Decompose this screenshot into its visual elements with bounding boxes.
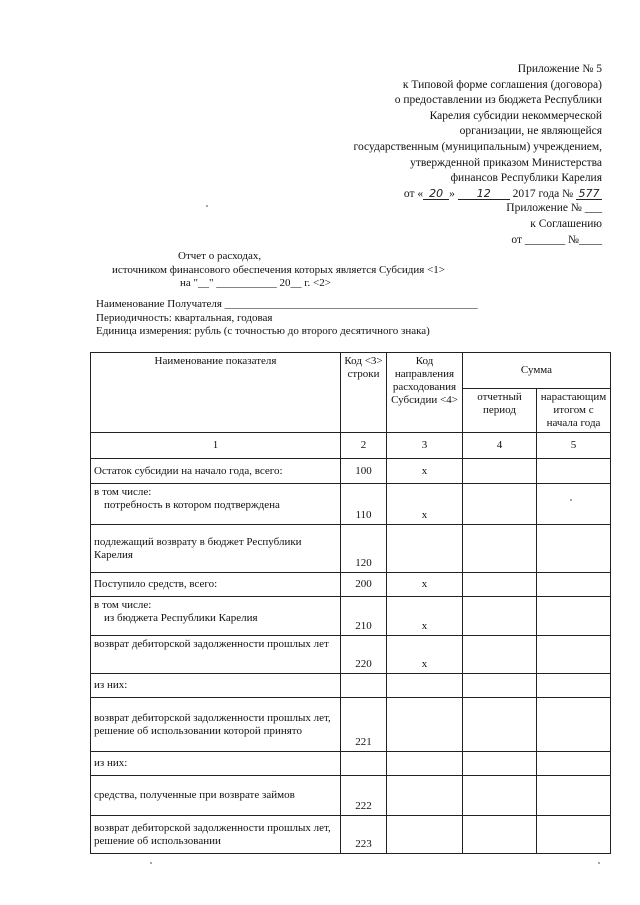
row-direction: x [387,459,463,484]
row-cumulative-value [537,674,611,698]
table-header-row [91,353,611,389]
row-cumulative-value [537,525,611,573]
row-cumulative-value [537,597,611,636]
order-number: 577 [576,188,602,200]
row-reporting-value [463,484,537,525]
header-cumulative: нарастающим итогом с начала года [537,389,611,433]
table-row [91,776,611,816]
header-sum: Сумма [463,353,611,389]
recipient-line: Наименование Получателя ______________________________________________ [96,298,478,310]
annex-header-line: о предоставлении из бюджета Республики [394,94,602,107]
date-year: 2017 года № [512,187,574,200]
row-subname: из бюджета Республики Карелия [104,612,258,624]
table-row [91,484,611,525]
row-code: 110 [341,484,387,525]
header-name: Наименование показателя [91,353,341,433]
table-row [91,698,611,752]
row-code [341,674,387,698]
row-name-cell [91,484,341,525]
title-line1: Отчет о расходах, [178,250,262,262]
date-day: 20 [423,188,449,200]
row-direction [387,525,463,573]
row-reporting-value [463,525,537,573]
row-direction: x [387,484,463,525]
row-code: 200 [341,573,387,597]
row-reporting-value [463,752,537,776]
col-number: 3 [387,433,463,459]
row-reporting-value [463,573,537,597]
row-cumulative-value [537,484,611,525]
row-direction: x [387,573,463,597]
col-number: 4 [463,433,537,459]
annex-form-line3: от _______ №____ [511,234,602,246]
row-reporting-value [463,459,537,484]
date-month: 12 [458,188,510,200]
scan-speck [150,862,152,864]
periodicity-line: Периодичность: квартальная, годовая [96,311,273,324]
row-name-cell [91,597,341,636]
table-row [91,525,611,573]
date-prefix: от « [403,187,424,200]
row-cumulative-value [537,698,611,752]
row-direction [387,816,463,854]
table-row [91,459,611,484]
row-name: в том числе: [94,599,152,611]
annex-header-line: к Типовой форме соглашения (договора) [402,78,602,91]
col-number: 5 [537,433,611,459]
row-code: 222 [341,776,387,816]
report-meta [96,298,616,339]
row-cumulative-value [537,816,611,854]
row-cumulative-value [537,752,611,776]
row-name: возврат дебиторской задолженности прошлых лет, решение об использовании [91,816,341,854]
scan-speck [206,205,208,207]
col-number: 1 [91,433,341,459]
row-reporting-value [463,816,537,854]
row-cumulative-value [537,573,611,597]
annex-header-line: государственным (муниципальным) учреждением, [353,140,602,153]
row-name: подлежащий возврату в бюджет Республики Карелия [91,525,341,573]
row-name: Остаток субсидии на начало года, всего: [91,459,341,484]
row-code: 120 [341,525,387,573]
table-row [91,752,611,776]
row-cumulative-value [537,776,611,816]
row-reporting-value [463,636,537,674]
row-name: возврат дебиторской задолженности прошлых лет, решение об использовании которой принято [91,698,341,752]
row-cumulative-value [537,459,611,484]
table-row [91,674,611,698]
row-reporting-value [463,674,537,698]
table-row [91,636,611,674]
title-line3: на "__" ___________ 20__ г. <2> [180,277,331,289]
annex-header-line: утвержденной приказом Министерства [410,156,602,169]
row-direction [387,674,463,698]
row-name: Поступило средств, всего: [91,573,341,597]
row-code: 220 [341,636,387,674]
annex-header-line: Карелия субсидии некоммерческой [429,109,602,122]
row-direction: x [387,597,463,636]
col-number: 2 [341,433,387,459]
row-name: возврат дебиторской задолженности прошлых лет [91,636,341,674]
row-reporting-value [463,597,537,636]
annex-form-line2: к Соглашению [530,218,602,230]
row-code: 223 [341,816,387,854]
row-reporting-value [463,698,537,752]
header-reporting: отчетный период [463,389,537,433]
row-name: в том числе: [94,486,152,498]
row-direction [387,776,463,816]
date-mid: » [449,187,455,200]
row-name: из них: [91,752,341,776]
header-direction: Код направления расходования Субсидии <4> [387,353,463,433]
row-cumulative-value [537,636,611,674]
row-name: из них: [91,674,341,698]
report-title [0,250,640,291]
row-direction: x [387,636,463,674]
annex-header-line: Приложение № 5 [517,63,602,75]
row-name: средства, полученные при возврате займов [91,776,341,816]
row-code: 100 [341,459,387,484]
table-row [91,597,611,636]
table-row [91,816,611,854]
row-subname: потребность в котором подтверждена [104,499,280,511]
row-direction [387,752,463,776]
annex-form [402,200,602,248]
column-numbers-row [91,433,611,459]
header-code: Код <3> строки [341,353,387,433]
row-code: 210 [341,597,387,636]
unit-line: Единица измерения: рубль (с точностью до второго десятичного знака) [96,325,430,337]
title-line2: источником финансового обеспечения которых является Субсидия <1> [112,263,445,276]
annex-header-line: финансов Республики Карелия [450,172,602,185]
row-reporting-value [463,776,537,816]
row-direction [387,698,463,752]
row-code: 221 [341,698,387,752]
table-row [91,573,611,597]
annex-header [262,62,602,202]
scan-speck [570,499,572,501]
annex-form-line1: Приложение № ___ [506,202,602,214]
report-table [90,352,611,854]
scan-speck [598,862,600,864]
row-code [341,752,387,776]
annex-header-line: организации, не являющейся [459,125,602,138]
